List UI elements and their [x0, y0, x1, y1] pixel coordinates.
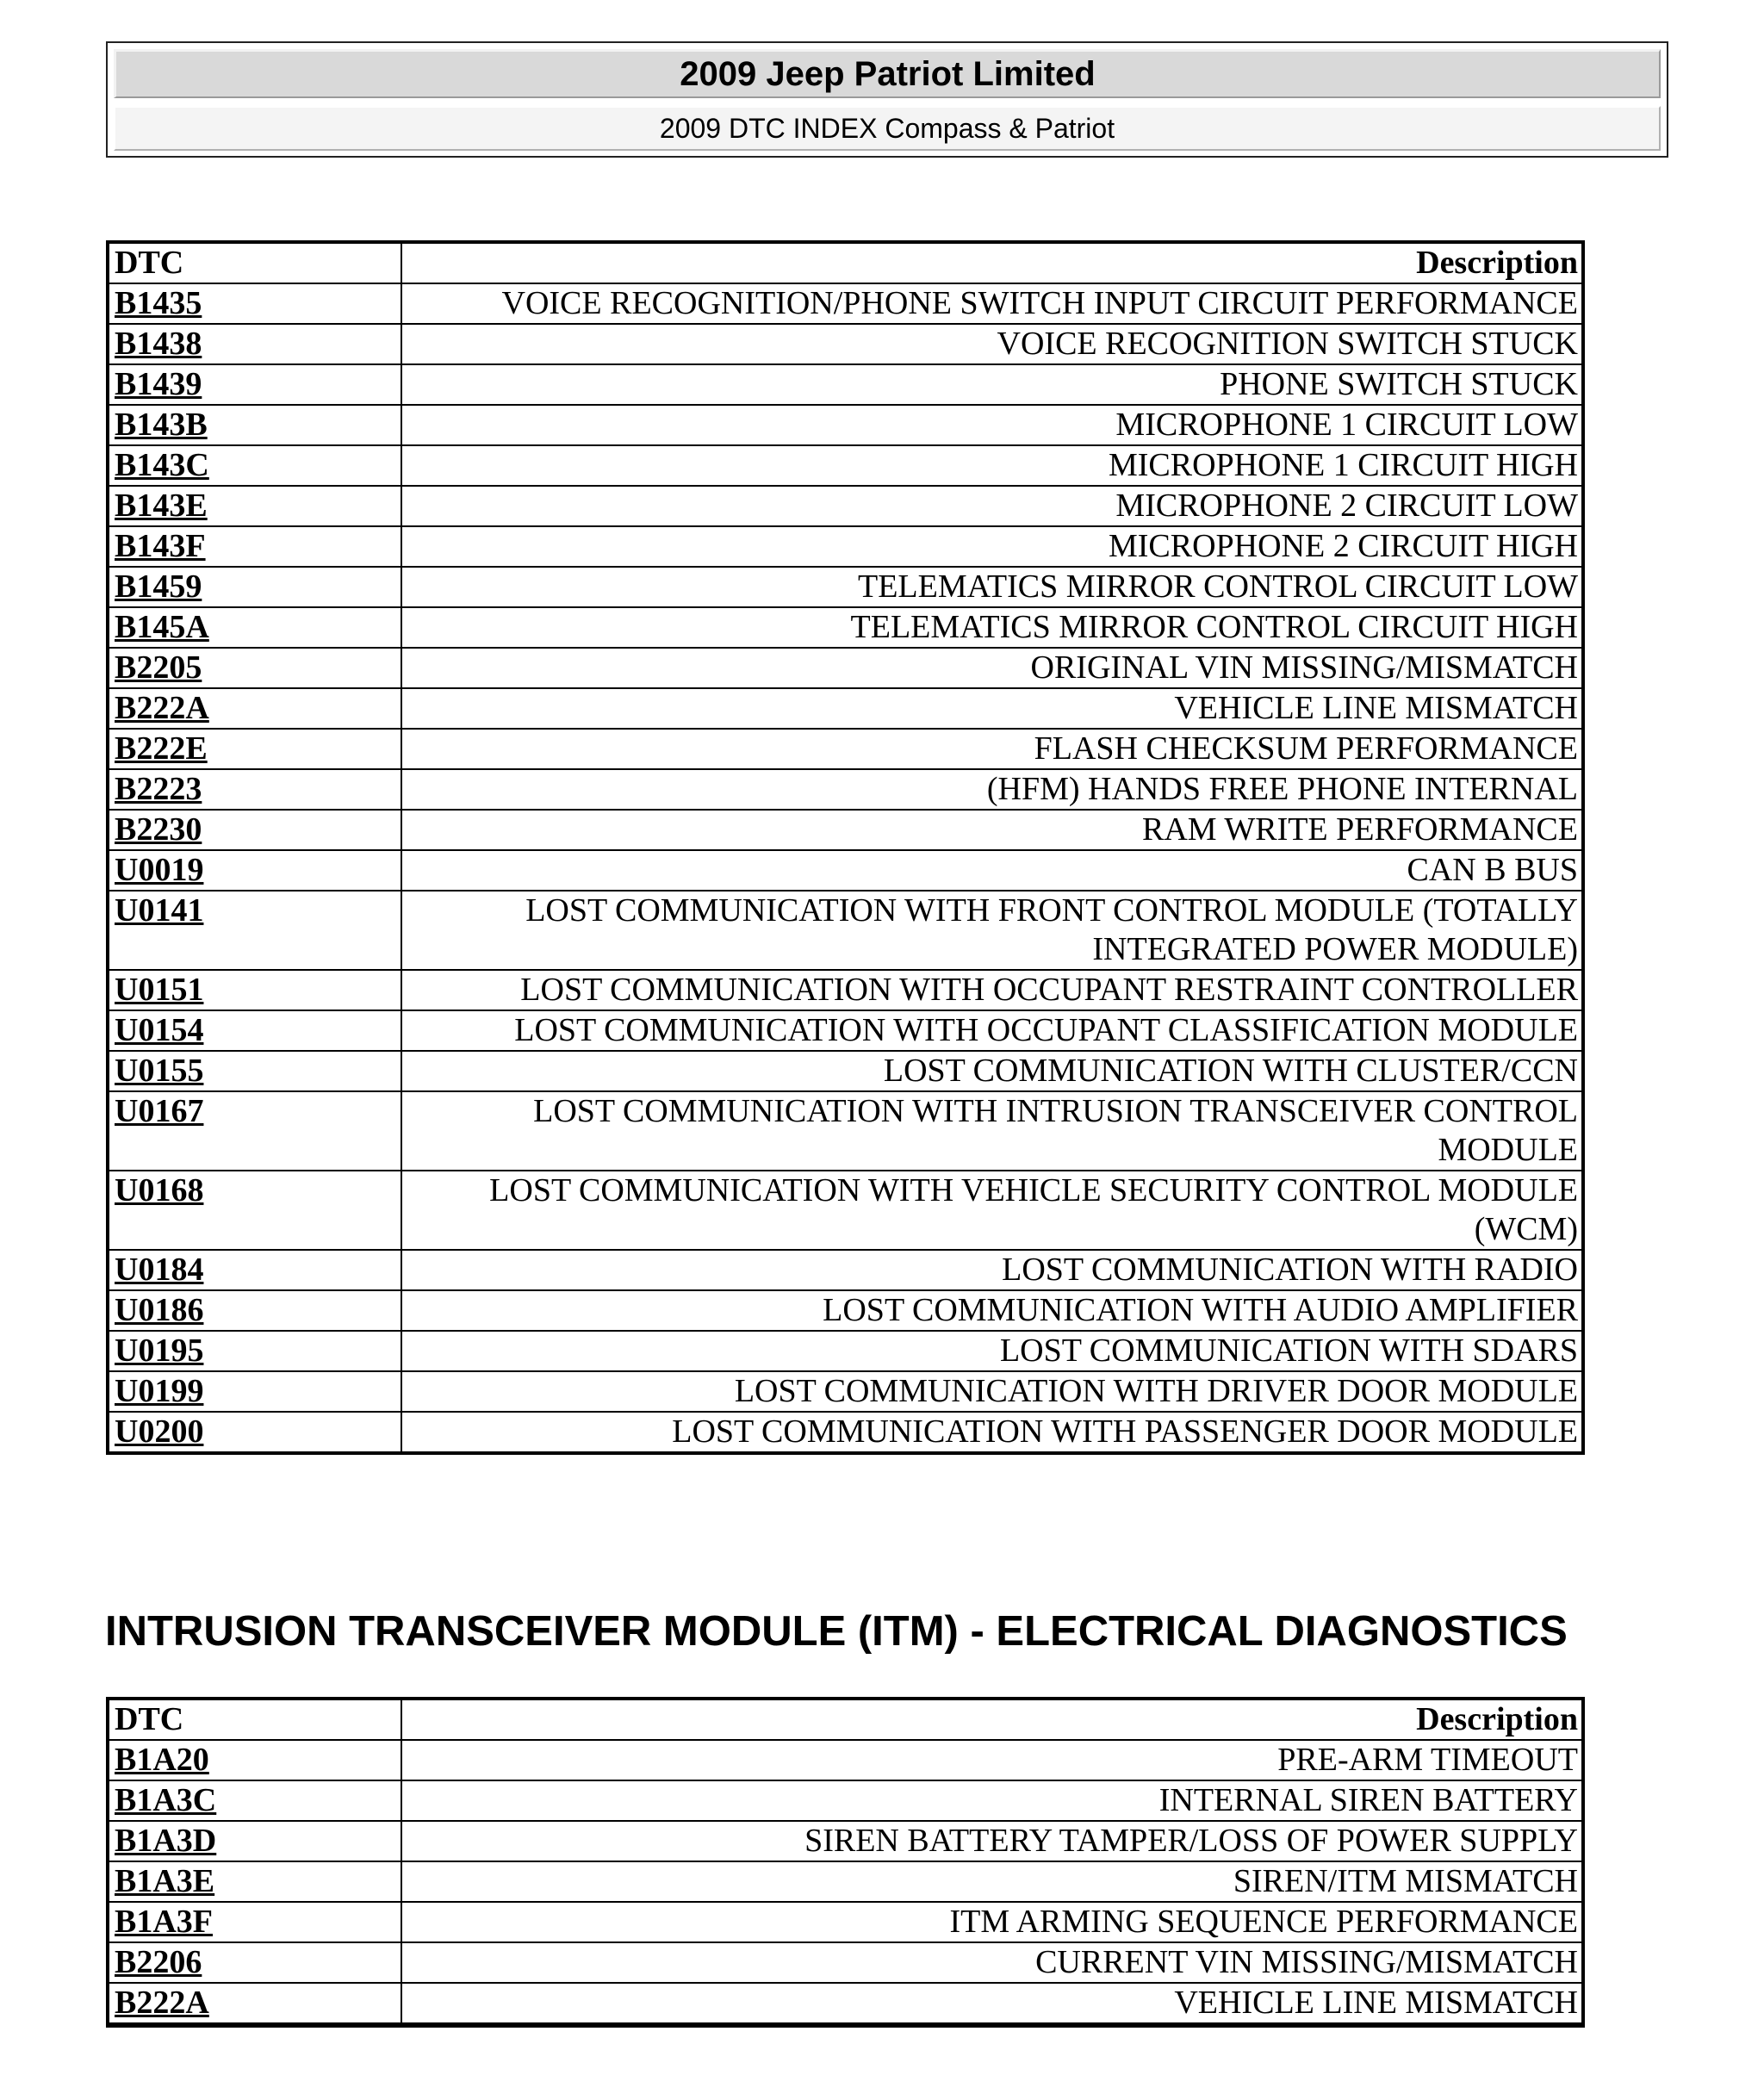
dtc-description: VOICE RECOGNITION/PHONE SWITCH INPUT CIRCUIT PERFORMANCE	[401, 283, 1583, 324]
dtc-code-link[interactable]: B1A3D	[108, 1821, 401, 1861]
dtc-description: TELEMATICS MIRROR CONTROL CIRCUIT HIGH	[401, 607, 1583, 648]
dtc-description: PHONE SWITCH STUCK	[401, 364, 1583, 405]
dtc-code-link[interactable]: B143C	[108, 445, 401, 486]
dtc-code-link[interactable]: U0155	[108, 1051, 401, 1091]
dtc-code-link[interactable]: B143E	[108, 486, 401, 526]
dtc-description: ORIGINAL VIN MISSING/MISMATCH	[401, 648, 1583, 688]
dtc-description: ITM ARMING SEQUENCE PERFORMANCE	[401, 1902, 1583, 1942]
dtc-description: LOST COMMUNICATION WITH CLUSTER/CCN	[401, 1051, 1583, 1091]
table-row	[108, 1821, 1583, 1861]
dtc-code-link[interactable]: B145A	[108, 607, 401, 648]
table-row	[108, 1983, 1583, 2023]
document-title: 2009 Jeep Patriot Limited	[114, 49, 1661, 98]
table-row	[108, 1091, 1583, 1171]
dtc-code-link[interactable]: B2205	[108, 648, 401, 688]
dtc-description: TELEMATICS MIRROR CONTROL CIRCUIT LOW	[401, 567, 1583, 607]
table-row	[108, 364, 1583, 405]
dtc-code-link[interactable]: U0154	[108, 1010, 401, 1051]
dtc-description: VEHICLE LINE MISMATCH	[401, 688, 1583, 729]
dtc-code-link[interactable]: B2223	[108, 769, 401, 810]
dtc-description: PRE-ARM TIMEOUT	[401, 1740, 1583, 1780]
table-row	[108, 486, 1583, 526]
table-row	[108, 850, 1583, 891]
dtc-index-table	[106, 240, 1585, 1455]
dtc-description: LOST COMMUNICATION WITH FRONT CONTROL MODULE (TOTALLY INTEGRATED POWER MODULE)	[401, 891, 1583, 970]
dtc-description: LOST COMMUNICATION WITH AUDIO AMPLIFIER	[401, 1290, 1583, 1331]
dtc-description: VEHICLE LINE MISMATCH	[401, 1983, 1583, 2023]
itm-dtc-table	[106, 1697, 1585, 2028]
table-header-row	[108, 242, 1583, 283]
dtc-code-link[interactable]: U0200	[108, 1412, 401, 1453]
dtc-description: LOST COMMUNICATION WITH INTRUSION TRANSCEIVER CONTROL MODULE	[401, 1091, 1583, 1171]
table-row	[108, 1740, 1583, 1780]
table-row	[108, 405, 1583, 445]
dtc-description: RAM WRITE PERFORMANCE	[401, 810, 1583, 850]
dtc-code-link[interactable]	[108, 2023, 401, 2026]
table-row	[108, 1331, 1583, 1371]
dtc-code-link[interactable]: U0141	[108, 891, 401, 970]
table-row	[108, 1861, 1583, 1902]
dtc-code-link[interactable]: B1A3C	[108, 1780, 401, 1821]
table-row	[108, 810, 1583, 850]
table-row	[108, 607, 1583, 648]
table-row	[108, 567, 1583, 607]
table-row	[108, 1902, 1583, 1942]
table-row	[108, 769, 1583, 810]
dtc-description: (HFM) HANDS FREE PHONE INTERNAL	[401, 769, 1583, 810]
dtc-description: MICROPHONE 2 CIRCUIT LOW	[401, 486, 1583, 526]
dtc-code-link[interactable]: U0019	[108, 850, 401, 891]
table-row	[108, 1171, 1583, 1250]
dtc-description: CURRENT VIN MISSING/MISMATCH	[401, 1942, 1583, 1983]
dtc-description: FLASH CHECKSUM PERFORMANCE	[401, 729, 1583, 769]
dtc-description: LOST COMMUNICATION WITH PASSENGER DOOR MODULE	[401, 1412, 1583, 1453]
dtc-description: LOST COMMUNICATION WITH RADIO	[401, 1250, 1583, 1290]
table-row	[108, 1780, 1583, 1821]
table-row	[108, 2023, 1583, 2026]
dtc-description: LOST COMMUNICATION WITH VEHICLE SECURITY CONTROL MODULE (WCM)	[401, 1171, 1583, 1250]
column-header-dtc: DTC	[108, 1699, 401, 1740]
dtc-code-link[interactable]: B1438	[108, 324, 401, 364]
document-subtitle: 2009 DTC INDEX Compass & Patriot	[114, 106, 1661, 151]
table-row	[108, 891, 1583, 970]
dtc-code-link[interactable]: B2230	[108, 810, 401, 850]
dtc-code-link[interactable]: B2206	[108, 1942, 401, 1983]
dtc-code-link[interactable]: B222E	[108, 729, 401, 769]
table-row	[108, 1010, 1583, 1051]
column-header-description: Description	[401, 1699, 1583, 1740]
dtc-description: INTERNAL SIREN BATTERY	[401, 1780, 1583, 1821]
dtc-description	[401, 2023, 1583, 2026]
dtc-code-link[interactable]: U0184	[108, 1250, 401, 1290]
dtc-code-link[interactable]: U0151	[108, 970, 401, 1010]
table-row	[108, 688, 1583, 729]
dtc-code-link[interactable]: U0199	[108, 1371, 401, 1412]
table-row	[108, 1371, 1583, 1412]
dtc-code-link[interactable]: B143B	[108, 405, 401, 445]
dtc-description: VOICE RECOGNITION SWITCH STUCK	[401, 324, 1583, 364]
table-row	[108, 1412, 1583, 1453]
dtc-code-link[interactable]: B143F	[108, 526, 401, 567]
dtc-description: LOST COMMUNICATION WITH OCCUPANT CLASSIFICATION MODULE	[401, 1010, 1583, 1051]
dtc-description: SIREN BATTERY TAMPER/LOSS OF POWER SUPPLY	[401, 1821, 1583, 1861]
table-row	[108, 283, 1583, 324]
dtc-code-link[interactable]: U0167	[108, 1091, 401, 1171]
dtc-code-link[interactable]: B1A3E	[108, 1861, 401, 1902]
dtc-description: MICROPHONE 1 CIRCUIT LOW	[401, 405, 1583, 445]
dtc-code-link[interactable]: U0168	[108, 1171, 401, 1250]
table-row	[108, 1250, 1583, 1290]
column-header-dtc: DTC	[108, 242, 401, 283]
section-heading-itm: INTRUSION TRANSCEIVER MODULE (ITM) - ELECTRICAL DIAGNOSTICS	[105, 1608, 1568, 1655]
table-row	[108, 445, 1583, 486]
dtc-code-link[interactable]: B1439	[108, 364, 401, 405]
dtc-code-link[interactable]: B222A	[108, 688, 401, 729]
column-header-description: Description	[401, 242, 1583, 283]
dtc-code-link[interactable]: B1459	[108, 567, 401, 607]
dtc-code-link[interactable]: U0186	[108, 1290, 401, 1331]
table-row	[108, 970, 1583, 1010]
dtc-description: MICROPHONE 2 CIRCUIT HIGH	[401, 526, 1583, 567]
document-header	[106, 41, 1668, 158]
table-row	[108, 1290, 1583, 1331]
dtc-description: LOST COMMUNICATION WITH DRIVER DOOR MODULE	[401, 1371, 1583, 1412]
dtc-description: MICROPHONE 1 CIRCUIT HIGH	[401, 445, 1583, 486]
table-header-row	[108, 1699, 1583, 1740]
dtc-description: LOST COMMUNICATION WITH SDARS	[401, 1331, 1583, 1371]
table-row	[108, 526, 1583, 567]
table-row	[108, 1051, 1583, 1091]
dtc-code-link[interactable]: U0195	[108, 1331, 401, 1371]
table-row	[108, 1942, 1583, 1983]
dtc-description: LOST COMMUNICATION WITH OCCUPANT RESTRAINT CONTROLLER	[401, 970, 1583, 1010]
dtc-description: SIREN/ITM MISMATCH	[401, 1861, 1583, 1902]
table-row	[108, 648, 1583, 688]
dtc-code-link[interactable]: B1A20	[108, 1740, 401, 1780]
dtc-description: CAN B BUS	[401, 850, 1583, 891]
table-row	[108, 729, 1583, 769]
table-row	[108, 324, 1583, 364]
dtc-code-link[interactable]: B222A	[108, 1983, 401, 2023]
dtc-code-link[interactable]: B1A3F	[108, 1902, 401, 1942]
dtc-code-link[interactable]: B1435	[108, 283, 401, 324]
